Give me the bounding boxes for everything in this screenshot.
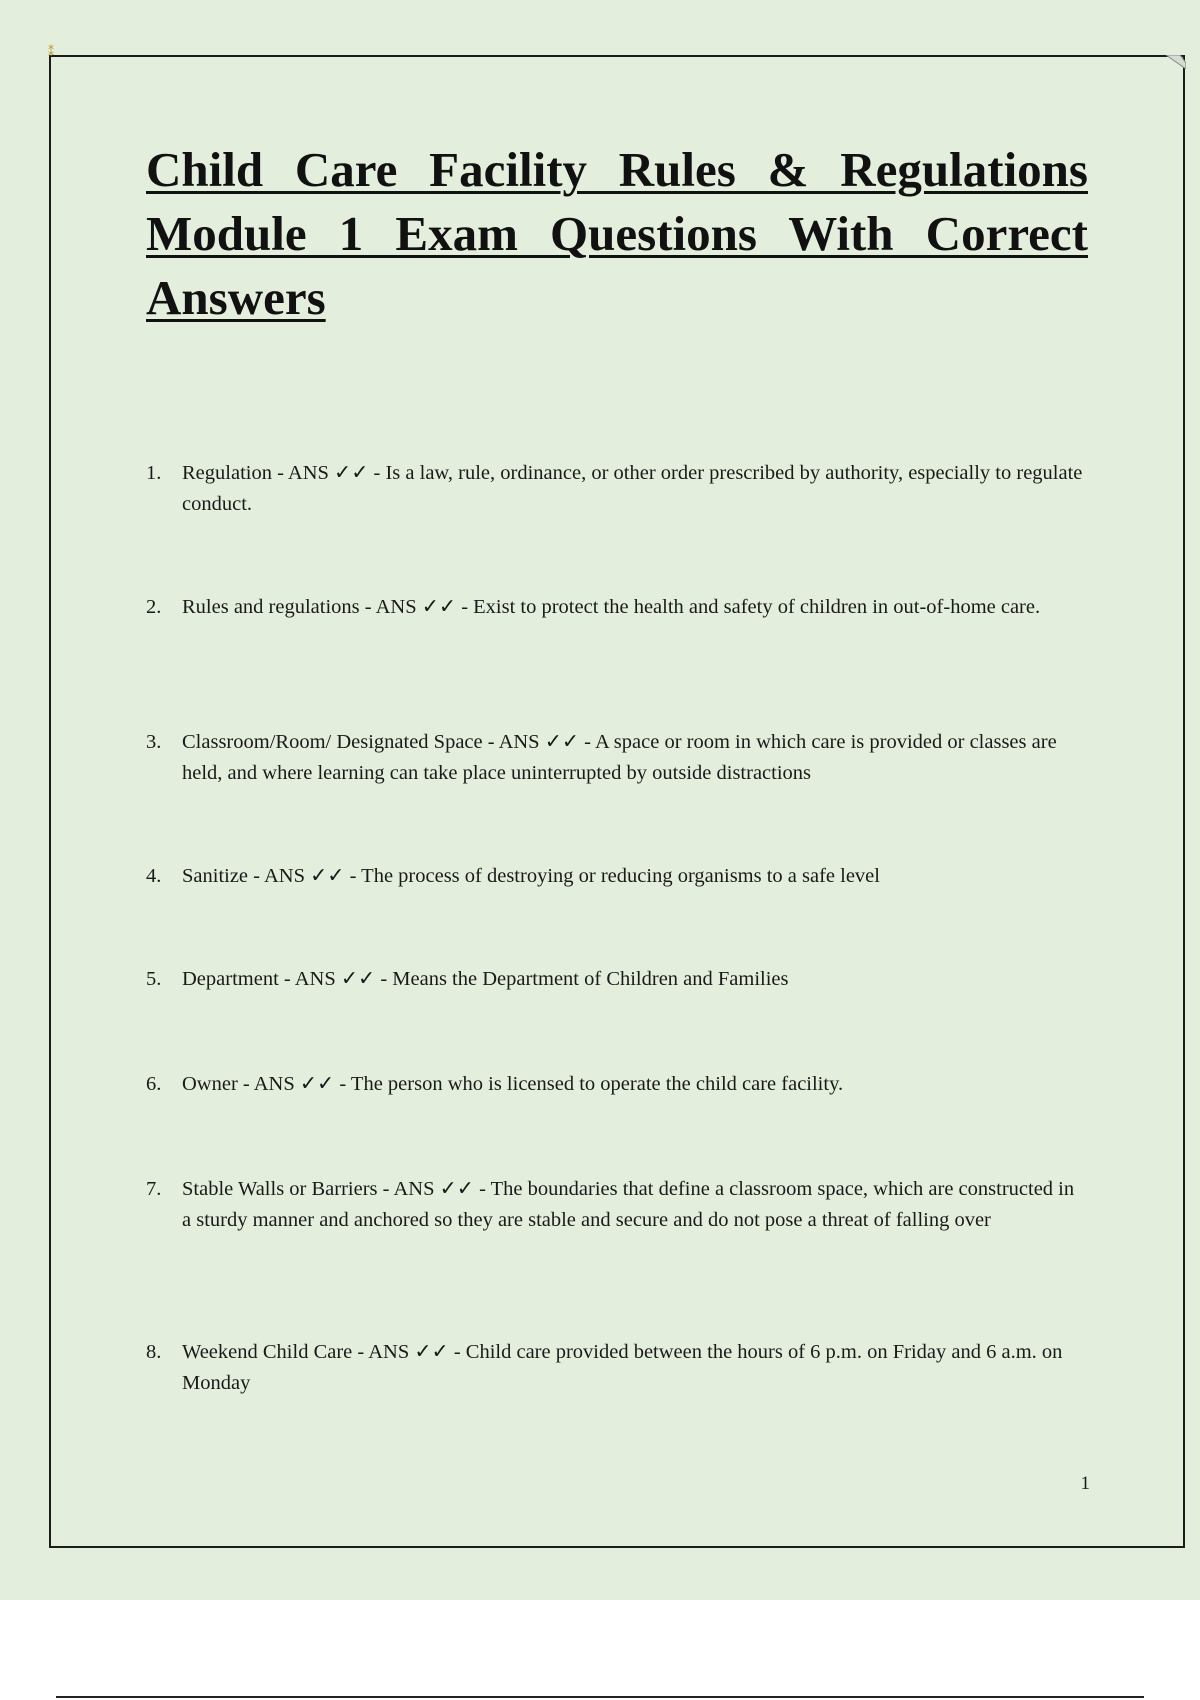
item-number: 8. [146, 1341, 162, 1363]
item-number: 2. [146, 596, 162, 618]
anchor-icon: ⁑ [48, 45, 54, 59]
item-number: 6. [146, 1073, 162, 1095]
item-number: 4. [146, 865, 162, 887]
page-number: 1 [1080, 1473, 1090, 1494]
item-text: Regulation - ANS ✓✓ - Is a law, rule, ordinance, or other order prescribed by authority, especially to regulate conduct. [182, 462, 1083, 515]
item-text: Rules and regulations - ANS ✓✓ - Exist to protect the health and safety of children in out-of-home care. [182, 596, 1041, 618]
list-item [146, 592, 1086, 623]
item-text: Weekend Child Care - ANS ✓✓ - Child care provided between the hours of 6 p.m. on Friday and 6 a.m. on Monday [182, 1341, 1063, 1394]
footer-divider [56, 1696, 1144, 1698]
item-number: 1. [146, 462, 162, 484]
item-number: 7. [146, 1178, 162, 1200]
item-text: Stable Walls or Barriers - ANS ✓✓ - The boundaries that define a classroom space, which are constructed in a sturdy manner and anchored so they are stable and secure and do not pose a threat of falling over [182, 1178, 1075, 1231]
list-item [146, 1337, 1086, 1399]
list-item [146, 1069, 1086, 1100]
list-item [146, 861, 1086, 892]
item-text: Classroom/Room/ Designated Space - ANS ✓✓ - A space or room in which care is provided or classes are held, and where learning can take place uninterrupted by outside distractions [182, 731, 1057, 784]
item-number: 5. [146, 968, 162, 990]
list-item [146, 727, 1086, 789]
item-number: 3. [146, 731, 162, 753]
list-item [146, 458, 1086, 520]
list-item [146, 1174, 1086, 1236]
item-text: Owner - ANS ✓✓ - The person who is licensed to operate the child care facility. [182, 1073, 844, 1095]
list-item [146, 964, 1086, 995]
item-text: Department - ANS ✓✓ - Means the Department of Children and Families [182, 968, 789, 990]
item-text: Sanitize - ANS ✓✓ - The process of destroying or reducing organisms to a safe level [182, 865, 880, 887]
document-title: Child Care Facility Rules & Regulations Module 1 Exam Questions With Correct Answers [146, 142, 1088, 325]
page-fold-icon [1166, 55, 1186, 69]
